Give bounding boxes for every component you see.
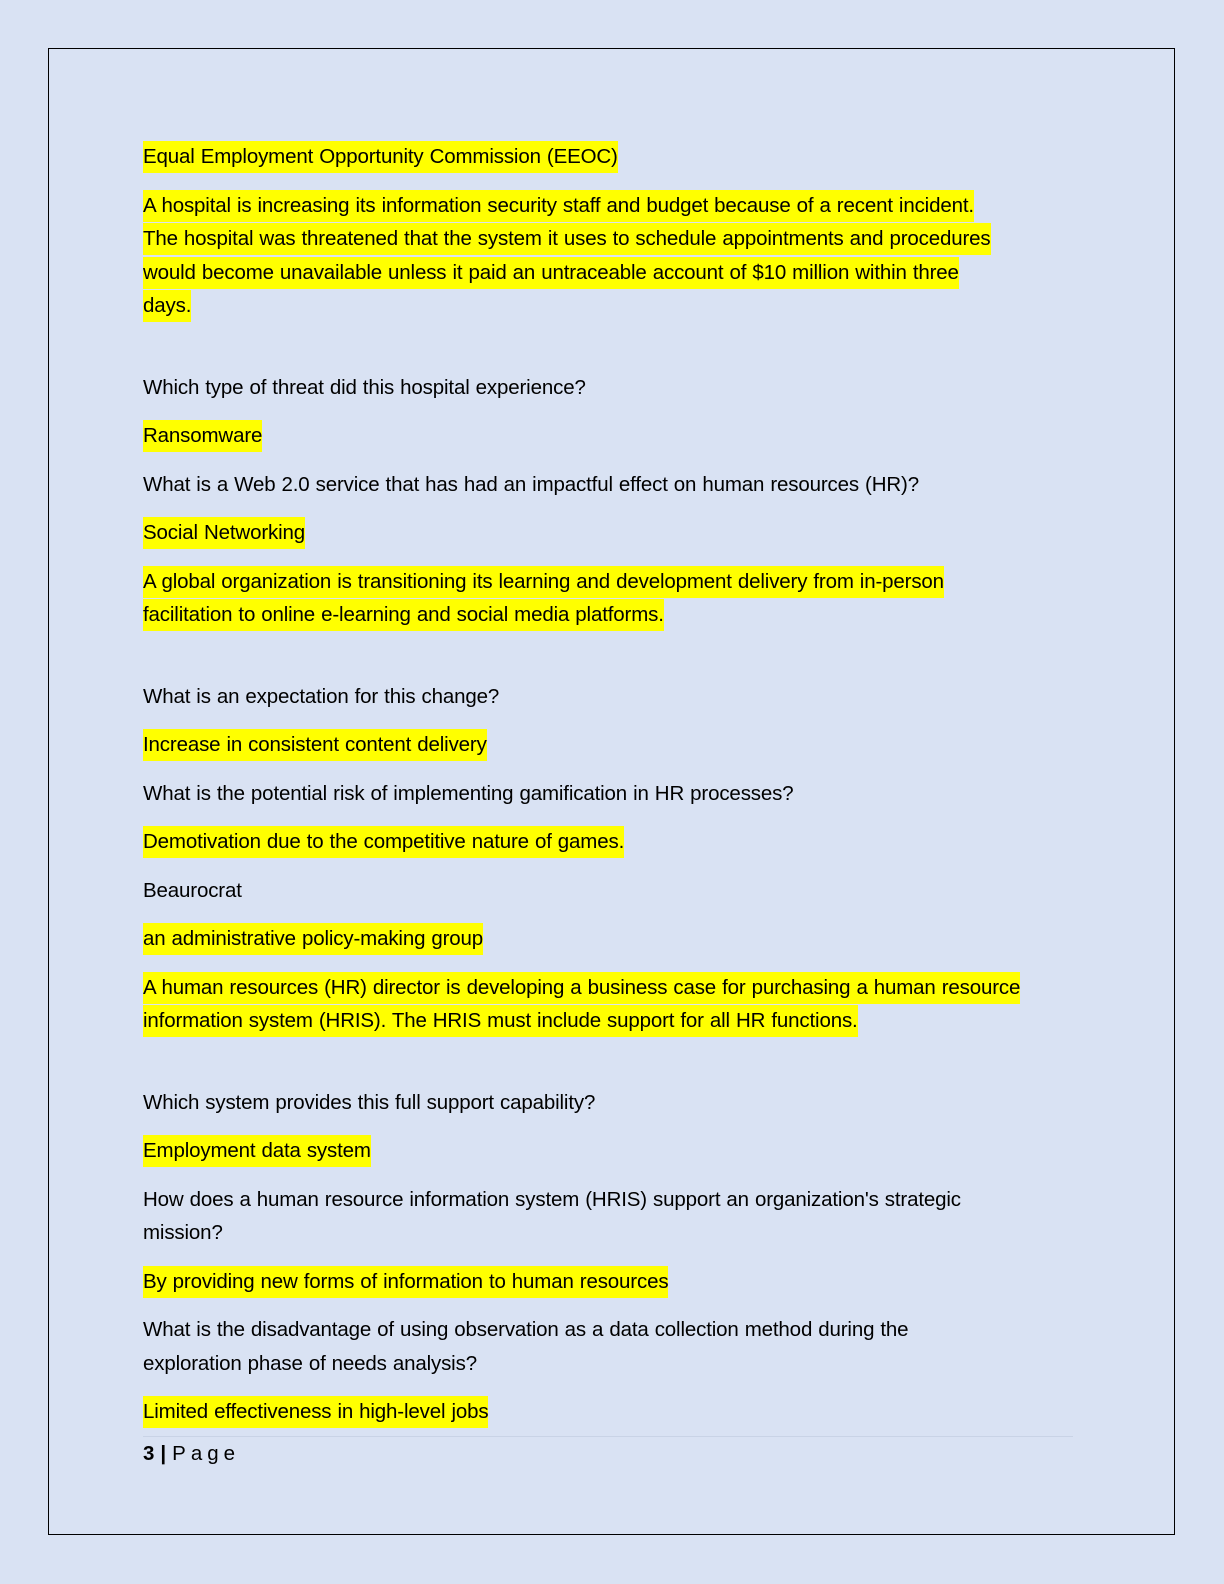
- highlighted-paragraph: [143, 1134, 1083, 1168]
- paragraph-text: By providing new forms of information to human resources: [143, 1266, 668, 1298]
- paragraph: [143, 1086, 1083, 1120]
- paragraph-text: Equal Employment Opportunity Commission (EEOC): [143, 141, 618, 173]
- paragraph-text: Social Networking: [143, 517, 305, 549]
- highlighted-paragraph: [143, 728, 1083, 762]
- highlighted-paragraph: [143, 189, 1083, 323]
- highlighted-paragraph: [143, 419, 1083, 453]
- paragraph-text: Demotivation due to the competitive nature of games.: [143, 826, 624, 858]
- paragraph-text: Increase in consistent content delivery: [143, 729, 487, 761]
- footer-separator: |: [160, 1442, 167, 1465]
- highlighted-paragraph: [143, 1395, 1083, 1429]
- highlighted-paragraph: [143, 825, 1083, 859]
- paragraph-text: an administrative policy-making group: [143, 923, 483, 955]
- document-body: [143, 140, 1083, 1444]
- page-label: Page: [172, 1442, 241, 1465]
- paragraph-text: Which type of threat did this hospital experience?: [143, 375, 586, 399]
- page-number: 3: [143, 1442, 155, 1465]
- paragraph-text: What is a Web 2.0 service that has had an impactful effect on human resources (HR)?: [143, 472, 919, 496]
- page-footer: [143, 1440, 240, 1468]
- paragraph-text: What is an expectation for this change?: [143, 684, 500, 708]
- highlighted-paragraph: [143, 140, 1083, 174]
- paragraph: [143, 1183, 1083, 1250]
- paragraph-text: Employment data system: [143, 1135, 371, 1167]
- paragraph-text: Ransomware: [143, 420, 262, 452]
- highlighted-paragraph: [143, 922, 1083, 956]
- paragraph: [143, 777, 1083, 811]
- paragraph-text: Which system provides this full support capability?: [143, 1090, 596, 1114]
- paragraph-text: How does a human resource information system (HRIS) support an organization's strategic mission?: [143, 1187, 961, 1244]
- paragraph-text: What is the potential risk of implementing gamification in HR processes?: [143, 781, 794, 805]
- paragraph: [143, 874, 1083, 908]
- paragraph-text: A human resources (HR) director is developing a business case for purchasing a human resource information system (HRIS). The HRIS must include support for all HR functions.: [143, 972, 1020, 1038]
- paragraph-text: A hospital is increasing its information security staff and budget because of a recent incident. The hospital was threatened that the system it uses to schedule appointments and procedures would become unavailable unless it paid an untraceable account of $10 million within three days.: [143, 190, 991, 323]
- paragraph-text: Limited effectiveness in high-level jobs: [143, 1396, 488, 1428]
- paragraph: [143, 468, 1083, 502]
- highlighted-paragraph: [143, 971, 1083, 1038]
- paragraph: [143, 680, 1083, 714]
- paragraph-text: What is the disadvantage of using observation as a data collection method during the exploration phase of needs analysis?: [143, 1318, 909, 1375]
- paragraph-text: A global organization is transitioning its learning and development delivery from in-person facilitation to online e-learning and social media platforms.: [143, 566, 944, 632]
- paragraph: [143, 371, 1083, 405]
- highlighted-paragraph: [143, 1265, 1083, 1299]
- highlighted-paragraph: [143, 516, 1083, 550]
- paragraph: [143, 1313, 1083, 1380]
- footer-divider: [143, 1436, 1073, 1437]
- paragraph-text: Beaurocrat: [143, 878, 242, 902]
- highlighted-paragraph: [143, 565, 1083, 632]
